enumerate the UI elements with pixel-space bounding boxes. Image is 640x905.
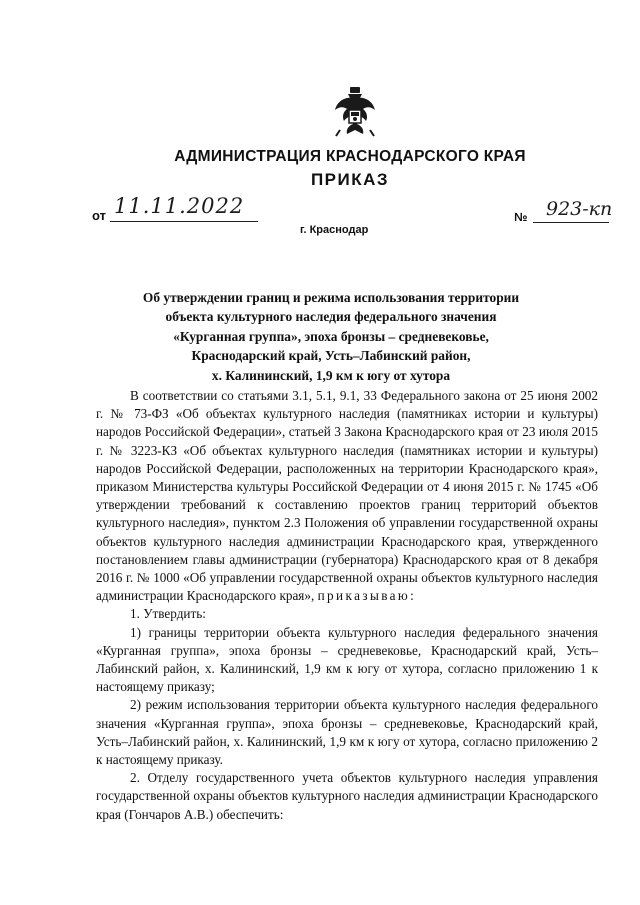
title-line: объекта культурного наследия федерального значения <box>165 309 497 325</box>
city-label: г. Краснодар <box>300 224 369 236</box>
preamble-text: В соответствии со статьями 3.1, 5.1, 9.1, 33 Федерального закона от 25 июня 2002 г. № 73-ФЗ «Об объектах культурного наследия (памятниках истории и культуры) народов Российской Федерации», статьей 3 Закона Краснодарского края от 23 июля 2015 г. № 3223-КЗ «Об объектах культурного наследия (памятниках истории и культуры) народов Российской Федерации, расположенных на территории Краснодарского края», приказом Министерства культуры Российской Федерации от 4 июня 2015 г. № 1745 «Об утверждении требований к составлению проектов границ территорий объектов культурного наследия», пунктом 2.3 Положения об управлении государственной охраны объектов культурного наследия администрации Краснодарского края, утвержденного постановлением главы администрации (губернатора) Краснодарского края от 8 декабря 2016 г. № 1000 «Об управлении государственной охраны объектов культурного наследия администрации Краснодарского края», <box>96 388 598 604</box>
item-1-2: 2) режим использования территории объекта культурного наследия федерального значения «Курганная группа», эпоха бронзы – средневековье, Краснодарский край, Усть–Лабинский район, х. Калининский, 1,9 км к югу от хутора, согласно приложению 2 к настоящему приказу. <box>96 697 598 768</box>
title-line: Об утверждении границ и режима использования территории <box>142 290 520 305</box>
item-1: 1. Утвердить: <box>130 606 206 622</box>
document-number: 923-кп <box>546 198 613 220</box>
date-label: от <box>92 208 106 223</box>
organization-name: АДМИНИСТРАЦИЯ КРАСНОДАРСКОГО КРАЯ <box>174 148 526 165</box>
document-body <box>96 387 598 824</box>
item-2: 2. Отделу государственного учета объектов культурного наследия управления государственной охраны объектов культурного наследия администрации Краснодарского края (Гончаров А.В.) обеспечить: <box>96 770 598 822</box>
preamble-paragraph <box>96 387 598 605</box>
title-line: «Курганная группа», эпоха бронзы – средневековье, <box>173 328 489 344</box>
document-type: ПРИКАЗ <box>310 170 390 189</box>
document-date: 11.11.2022 <box>114 194 245 218</box>
coat-of-arms-icon <box>334 86 376 138</box>
document-title <box>100 288 562 385</box>
number-underline <box>533 222 609 223</box>
order-word: приказываю: <box>317 588 417 604</box>
date-underline <box>110 221 258 222</box>
title-line: Краснодарский край, Усть–Лабинский район, <box>191 348 471 364</box>
title-line: х. Калининский, 1,9 км к югу от хутора <box>211 367 451 383</box>
number-label: № <box>514 210 528 224</box>
item-1-1: 1) границы территории объекта культурного наследия федерального значения «Курганная группа», эпоха бронзы – средневековье, Краснодарский край, Усть–Лабинский район, х. Калининский, 1,9 км к югу от хутора, согласно приложению 1 к настоящему приказу; <box>96 624 598 695</box>
